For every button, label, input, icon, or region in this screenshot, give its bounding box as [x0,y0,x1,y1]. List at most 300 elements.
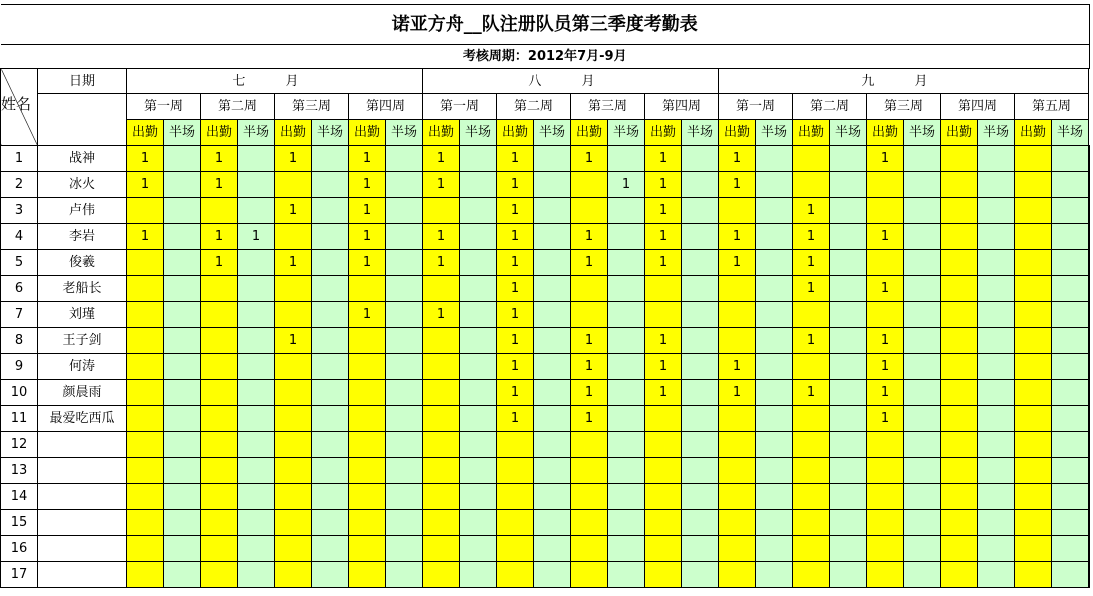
attendance-cell[interactable] [867,458,904,484]
attendance-cell[interactable] [127,198,164,224]
attendance-cell[interactable] [941,172,978,198]
attendance-cell[interactable]: 1 [571,380,608,406]
half-cell[interactable] [312,406,349,432]
attendance-cell[interactable] [201,536,238,562]
attendance-cell[interactable] [571,562,608,588]
half-cell[interactable]: 1 [238,224,275,250]
half-cell[interactable] [682,380,719,406]
attendance-cell[interactable] [645,276,682,302]
half-cell[interactable] [682,510,719,536]
half-cell[interactable] [386,354,423,380]
half-cell[interactable] [460,562,497,588]
attendance-cell[interactable] [1089,510,1090,536]
attendance-cell[interactable]: 1 [571,328,608,354]
half-cell[interactable] [904,146,941,172]
half-cell[interactable] [164,458,201,484]
half-cell[interactable] [608,406,645,432]
half-cell[interactable] [164,510,201,536]
attendance-cell[interactable] [1089,562,1090,588]
half-cell[interactable] [238,562,275,588]
half-cell[interactable] [682,224,719,250]
half-cell[interactable] [534,276,571,302]
half-cell[interactable] [756,276,793,302]
attendance-cell[interactable] [645,484,682,510]
attendance-cell[interactable] [571,484,608,510]
attendance-cell[interactable]: 1 [497,250,534,276]
attendance-cell[interactable] [867,484,904,510]
half-cell[interactable] [1052,484,1089,510]
attendance-cell[interactable] [201,302,238,328]
half-cell[interactable] [1052,458,1089,484]
half-cell[interactable] [978,354,1015,380]
half-cell[interactable] [386,146,423,172]
half-cell[interactable] [386,484,423,510]
attendance-cell[interactable]: 1 [793,224,830,250]
attendance-cell[interactable] [1089,432,1090,458]
attendance-cell[interactable] [571,276,608,302]
half-cell[interactable] [904,510,941,536]
half-cell[interactable] [312,380,349,406]
attendance-cell[interactable] [719,510,756,536]
attendance-cell[interactable] [941,536,978,562]
half-cell[interactable] [534,510,571,536]
half-cell[interactable] [978,250,1015,276]
attendance-cell[interactable] [127,432,164,458]
attendance-cell[interactable] [719,562,756,588]
half-cell[interactable] [312,146,349,172]
attendance-cell[interactable] [127,562,164,588]
attendance-cell[interactable]: 1 [867,406,904,432]
attendance-cell[interactable] [349,328,386,354]
attendance-cell[interactable]: 1 [201,172,238,198]
half-cell[interactable] [534,302,571,328]
attendance-cell[interactable] [571,432,608,458]
attendance-cell[interactable]: 1 [719,172,756,198]
attendance-cell[interactable] [423,458,460,484]
attendance-cell[interactable] [349,562,386,588]
half-cell[interactable] [386,380,423,406]
half-cell[interactable] [978,484,1015,510]
attendance-cell[interactable] [127,328,164,354]
half-cell[interactable] [1052,224,1089,250]
attendance-cell[interactable] [793,146,830,172]
attendance-cell[interactable]: 1 [349,250,386,276]
half-cell[interactable] [534,406,571,432]
attendance-cell[interactable]: 1 [645,328,682,354]
half-cell[interactable] [238,172,275,198]
attendance-cell[interactable]: 1 [645,172,682,198]
attendance-cell[interactable] [1015,380,1052,406]
half-cell[interactable] [1052,354,1089,380]
attendance-cell[interactable] [201,198,238,224]
attendance-cell[interactable] [1015,276,1052,302]
half-cell[interactable] [386,224,423,250]
half-cell[interactable] [608,224,645,250]
attendance-cell[interactable] [275,406,312,432]
attendance-cell[interactable] [275,458,312,484]
half-cell[interactable] [534,484,571,510]
half-cell[interactable] [1052,302,1089,328]
attendance-cell[interactable] [497,510,534,536]
attendance-cell[interactable] [349,458,386,484]
half-cell[interactable] [312,250,349,276]
half-cell[interactable] [830,328,867,354]
half-cell[interactable] [460,458,497,484]
half-cell[interactable] [830,354,867,380]
attendance-cell[interactable]: 1 [719,354,756,380]
half-cell[interactable] [238,406,275,432]
attendance-cell[interactable]: 1 [497,406,534,432]
half-cell[interactable] [386,406,423,432]
half-cell[interactable] [238,198,275,224]
attendance-cell[interactable]: 1 [349,302,386,328]
attendance-cell[interactable] [423,328,460,354]
attendance-cell[interactable] [201,510,238,536]
half-cell[interactable] [386,432,423,458]
half-cell[interactable] [1052,432,1089,458]
attendance-cell[interactable] [645,432,682,458]
attendance-cell[interactable]: 1 [497,380,534,406]
half-cell[interactable] [534,536,571,562]
half-cell[interactable] [1052,562,1089,588]
attendance-cell[interactable]: 1 [349,172,386,198]
half-cell[interactable] [460,380,497,406]
attendance-cell[interactable] [793,484,830,510]
half-cell[interactable] [608,510,645,536]
half-cell[interactable] [904,328,941,354]
attendance-cell[interactable] [275,484,312,510]
attendance-cell[interactable] [423,276,460,302]
attendance-cell[interactable] [793,536,830,562]
member-name[interactable]: 俊羲 [38,250,127,276]
attendance-cell[interactable]: 1 [719,224,756,250]
attendance-cell[interactable] [127,536,164,562]
half-cell[interactable] [608,484,645,510]
attendance-cell[interactable] [497,432,534,458]
half-cell[interactable] [164,250,201,276]
half-cell[interactable] [682,562,719,588]
half-cell[interactable] [238,302,275,328]
half-cell[interactable] [164,302,201,328]
attendance-cell[interactable] [127,458,164,484]
attendance-cell[interactable] [423,198,460,224]
half-cell[interactable] [682,406,719,432]
attendance-cell[interactable] [201,354,238,380]
half-cell[interactable] [534,250,571,276]
half-cell[interactable] [312,458,349,484]
attendance-cell[interactable]: 1 [127,146,164,172]
attendance-cell[interactable] [793,406,830,432]
attendance-cell[interactable] [1015,198,1052,224]
half-cell[interactable] [978,536,1015,562]
attendance-cell[interactable]: 1 [645,380,682,406]
attendance-cell[interactable] [1089,302,1090,328]
half-cell[interactable] [904,250,941,276]
attendance-cell[interactable] [275,302,312,328]
attendance-cell[interactable] [423,432,460,458]
half-cell[interactable] [608,302,645,328]
half-cell[interactable] [904,302,941,328]
attendance-cell[interactable] [1015,406,1052,432]
half-cell[interactable] [904,172,941,198]
half-cell[interactable] [904,484,941,510]
attendance-cell[interactable] [201,458,238,484]
half-cell[interactable] [534,458,571,484]
half-cell[interactable] [312,354,349,380]
attendance-cell[interactable] [1089,276,1090,302]
attendance-cell[interactable] [645,406,682,432]
attendance-cell[interactable]: 1 [793,250,830,276]
half-cell[interactable] [682,432,719,458]
attendance-cell[interactable]: 1 [867,328,904,354]
attendance-cell[interactable]: 1 [423,224,460,250]
member-name[interactable] [38,536,127,562]
attendance-cell[interactable]: 1 [201,224,238,250]
attendance-cell[interactable] [793,302,830,328]
attendance-cell[interactable] [719,276,756,302]
half-cell[interactable] [534,380,571,406]
member-name[interactable]: 最爱吃西瓜 [38,406,127,432]
attendance-cell[interactable]: 1 [571,250,608,276]
attendance-cell[interactable]: 1 [497,276,534,302]
half-cell[interactable] [238,328,275,354]
half-cell[interactable] [386,172,423,198]
half-cell[interactable] [238,354,275,380]
attendance-cell[interactable] [423,562,460,588]
half-cell[interactable] [904,406,941,432]
attendance-cell[interactable] [1015,458,1052,484]
half-cell[interactable] [164,172,201,198]
attendance-cell[interactable] [941,302,978,328]
half-cell[interactable] [164,354,201,380]
attendance-cell[interactable]: 1 [349,198,386,224]
half-cell[interactable] [534,172,571,198]
half-cell[interactable] [756,536,793,562]
member-name[interactable] [38,458,127,484]
half-cell[interactable] [682,250,719,276]
attendance-cell[interactable] [719,536,756,562]
attendance-cell[interactable]: 1 [201,250,238,276]
half-cell[interactable] [386,536,423,562]
attendance-cell[interactable] [793,172,830,198]
half-cell[interactable] [608,458,645,484]
attendance-cell[interactable]: 1 [571,224,608,250]
attendance-cell[interactable]: 1 [497,198,534,224]
half-cell[interactable] [978,198,1015,224]
attendance-cell[interactable] [645,302,682,328]
attendance-cell[interactable] [201,406,238,432]
attendance-cell[interactable] [645,562,682,588]
half-cell[interactable] [608,250,645,276]
half-cell[interactable] [682,458,719,484]
member-name[interactable]: 老船长 [38,276,127,302]
attendance-cell[interactable] [1089,354,1090,380]
half-cell[interactable] [238,380,275,406]
attendance-cell[interactable]: 1 [275,328,312,354]
attendance-cell[interactable] [349,510,386,536]
member-name[interactable]: 何涛 [38,354,127,380]
attendance-cell[interactable]: 1 [867,354,904,380]
attendance-cell[interactable] [1089,224,1090,250]
member-name[interactable]: 颜晨雨 [38,380,127,406]
attendance-cell[interactable] [867,536,904,562]
attendance-cell[interactable] [941,432,978,458]
attendance-cell[interactable] [201,562,238,588]
half-cell[interactable] [312,198,349,224]
half-cell[interactable] [164,406,201,432]
half-cell[interactable] [1052,172,1089,198]
attendance-cell[interactable] [941,224,978,250]
half-cell[interactable] [978,380,1015,406]
half-cell[interactable] [238,146,275,172]
half-cell[interactable] [386,328,423,354]
half-cell[interactable] [756,354,793,380]
half-cell[interactable] [312,224,349,250]
half-cell[interactable] [978,510,1015,536]
attendance-cell[interactable] [275,172,312,198]
attendance-cell[interactable] [719,432,756,458]
attendance-cell[interactable]: 1 [349,146,386,172]
attendance-cell[interactable]: 1 [867,276,904,302]
attendance-cell[interactable]: 1 [793,276,830,302]
half-cell[interactable] [904,432,941,458]
half-cell[interactable] [460,172,497,198]
half-cell[interactable] [904,458,941,484]
attendance-cell[interactable]: 1 [645,250,682,276]
half-cell[interactable] [978,224,1015,250]
attendance-cell[interactable] [941,380,978,406]
half-cell[interactable] [756,172,793,198]
attendance-cell[interactable] [1089,458,1090,484]
half-cell[interactable] [904,380,941,406]
attendance-cell[interactable] [423,354,460,380]
attendance-cell[interactable] [1015,432,1052,458]
attendance-cell[interactable] [941,510,978,536]
half-cell[interactable] [534,146,571,172]
attendance-cell[interactable] [1089,380,1090,406]
attendance-cell[interactable]: 1 [645,224,682,250]
member-name[interactable] [38,562,127,588]
attendance-cell[interactable] [1089,146,1090,172]
half-cell[interactable] [460,146,497,172]
attendance-cell[interactable] [275,536,312,562]
attendance-cell[interactable]: 1 [201,146,238,172]
attendance-cell[interactable]: 1 [127,224,164,250]
half-cell[interactable] [460,406,497,432]
attendance-cell[interactable] [497,484,534,510]
attendance-cell[interactable] [275,224,312,250]
attendance-cell[interactable] [867,172,904,198]
half-cell[interactable] [756,458,793,484]
attendance-cell[interactable] [719,198,756,224]
half-cell[interactable] [1052,328,1089,354]
attendance-cell[interactable]: 1 [423,172,460,198]
half-cell[interactable] [312,432,349,458]
attendance-cell[interactable]: 1 [719,380,756,406]
attendance-cell[interactable] [127,354,164,380]
half-cell[interactable] [312,328,349,354]
attendance-cell[interactable]: 1 [127,172,164,198]
half-cell[interactable] [756,510,793,536]
attendance-cell[interactable] [719,406,756,432]
attendance-cell[interactable] [571,302,608,328]
half-cell[interactable] [386,562,423,588]
half-cell[interactable] [608,354,645,380]
attendance-cell[interactable]: 1 [497,354,534,380]
attendance-cell[interactable] [1089,484,1090,510]
half-cell[interactable] [756,224,793,250]
half-cell[interactable] [460,484,497,510]
attendance-cell[interactable]: 1 [423,302,460,328]
half-cell[interactable] [978,302,1015,328]
attendance-cell[interactable] [127,250,164,276]
attendance-cell[interactable] [941,250,978,276]
half-cell[interactable] [534,562,571,588]
attendance-cell[interactable]: 1 [497,328,534,354]
attendance-cell[interactable] [1015,510,1052,536]
attendance-cell[interactable] [867,562,904,588]
half-cell[interactable]: 1 [608,172,645,198]
attendance-cell[interactable] [497,458,534,484]
half-cell[interactable] [756,432,793,458]
half-cell[interactable] [978,328,1015,354]
attendance-cell[interactable] [275,562,312,588]
attendance-cell[interactable]: 1 [275,250,312,276]
attendance-cell[interactable] [275,510,312,536]
attendance-cell[interactable] [497,536,534,562]
attendance-cell[interactable] [571,510,608,536]
member-name[interactable]: 卢伟 [38,198,127,224]
attendance-cell[interactable] [867,250,904,276]
attendance-cell[interactable] [941,458,978,484]
attendance-cell[interactable] [1015,328,1052,354]
attendance-cell[interactable]: 1 [497,224,534,250]
attendance-cell[interactable] [127,484,164,510]
half-cell[interactable] [312,172,349,198]
attendance-cell[interactable] [1089,250,1090,276]
attendance-cell[interactable] [571,458,608,484]
half-cell[interactable] [830,406,867,432]
attendance-cell[interactable] [1089,406,1090,432]
half-cell[interactable] [534,224,571,250]
half-cell[interactable] [534,354,571,380]
half-cell[interactable] [460,432,497,458]
attendance-cell[interactable] [1089,536,1090,562]
half-cell[interactable] [904,224,941,250]
member-name[interactable]: 战神 [38,146,127,172]
half-cell[interactable] [164,276,201,302]
attendance-cell[interactable] [793,432,830,458]
attendance-cell[interactable]: 1 [645,146,682,172]
half-cell[interactable] [830,458,867,484]
attendance-cell[interactable] [1015,354,1052,380]
half-cell[interactable] [830,484,867,510]
member-name[interactable] [38,510,127,536]
half-cell[interactable] [238,536,275,562]
attendance-cell[interactable] [497,562,534,588]
attendance-cell[interactable] [349,276,386,302]
half-cell[interactable] [904,198,941,224]
attendance-cell[interactable] [127,510,164,536]
half-cell[interactable] [608,380,645,406]
attendance-cell[interactable]: 1 [423,250,460,276]
attendance-cell[interactable] [275,380,312,406]
half-cell[interactable] [756,328,793,354]
half-cell[interactable] [978,276,1015,302]
attendance-cell[interactable]: 1 [349,224,386,250]
attendance-cell[interactable] [719,484,756,510]
half-cell[interactable] [386,458,423,484]
